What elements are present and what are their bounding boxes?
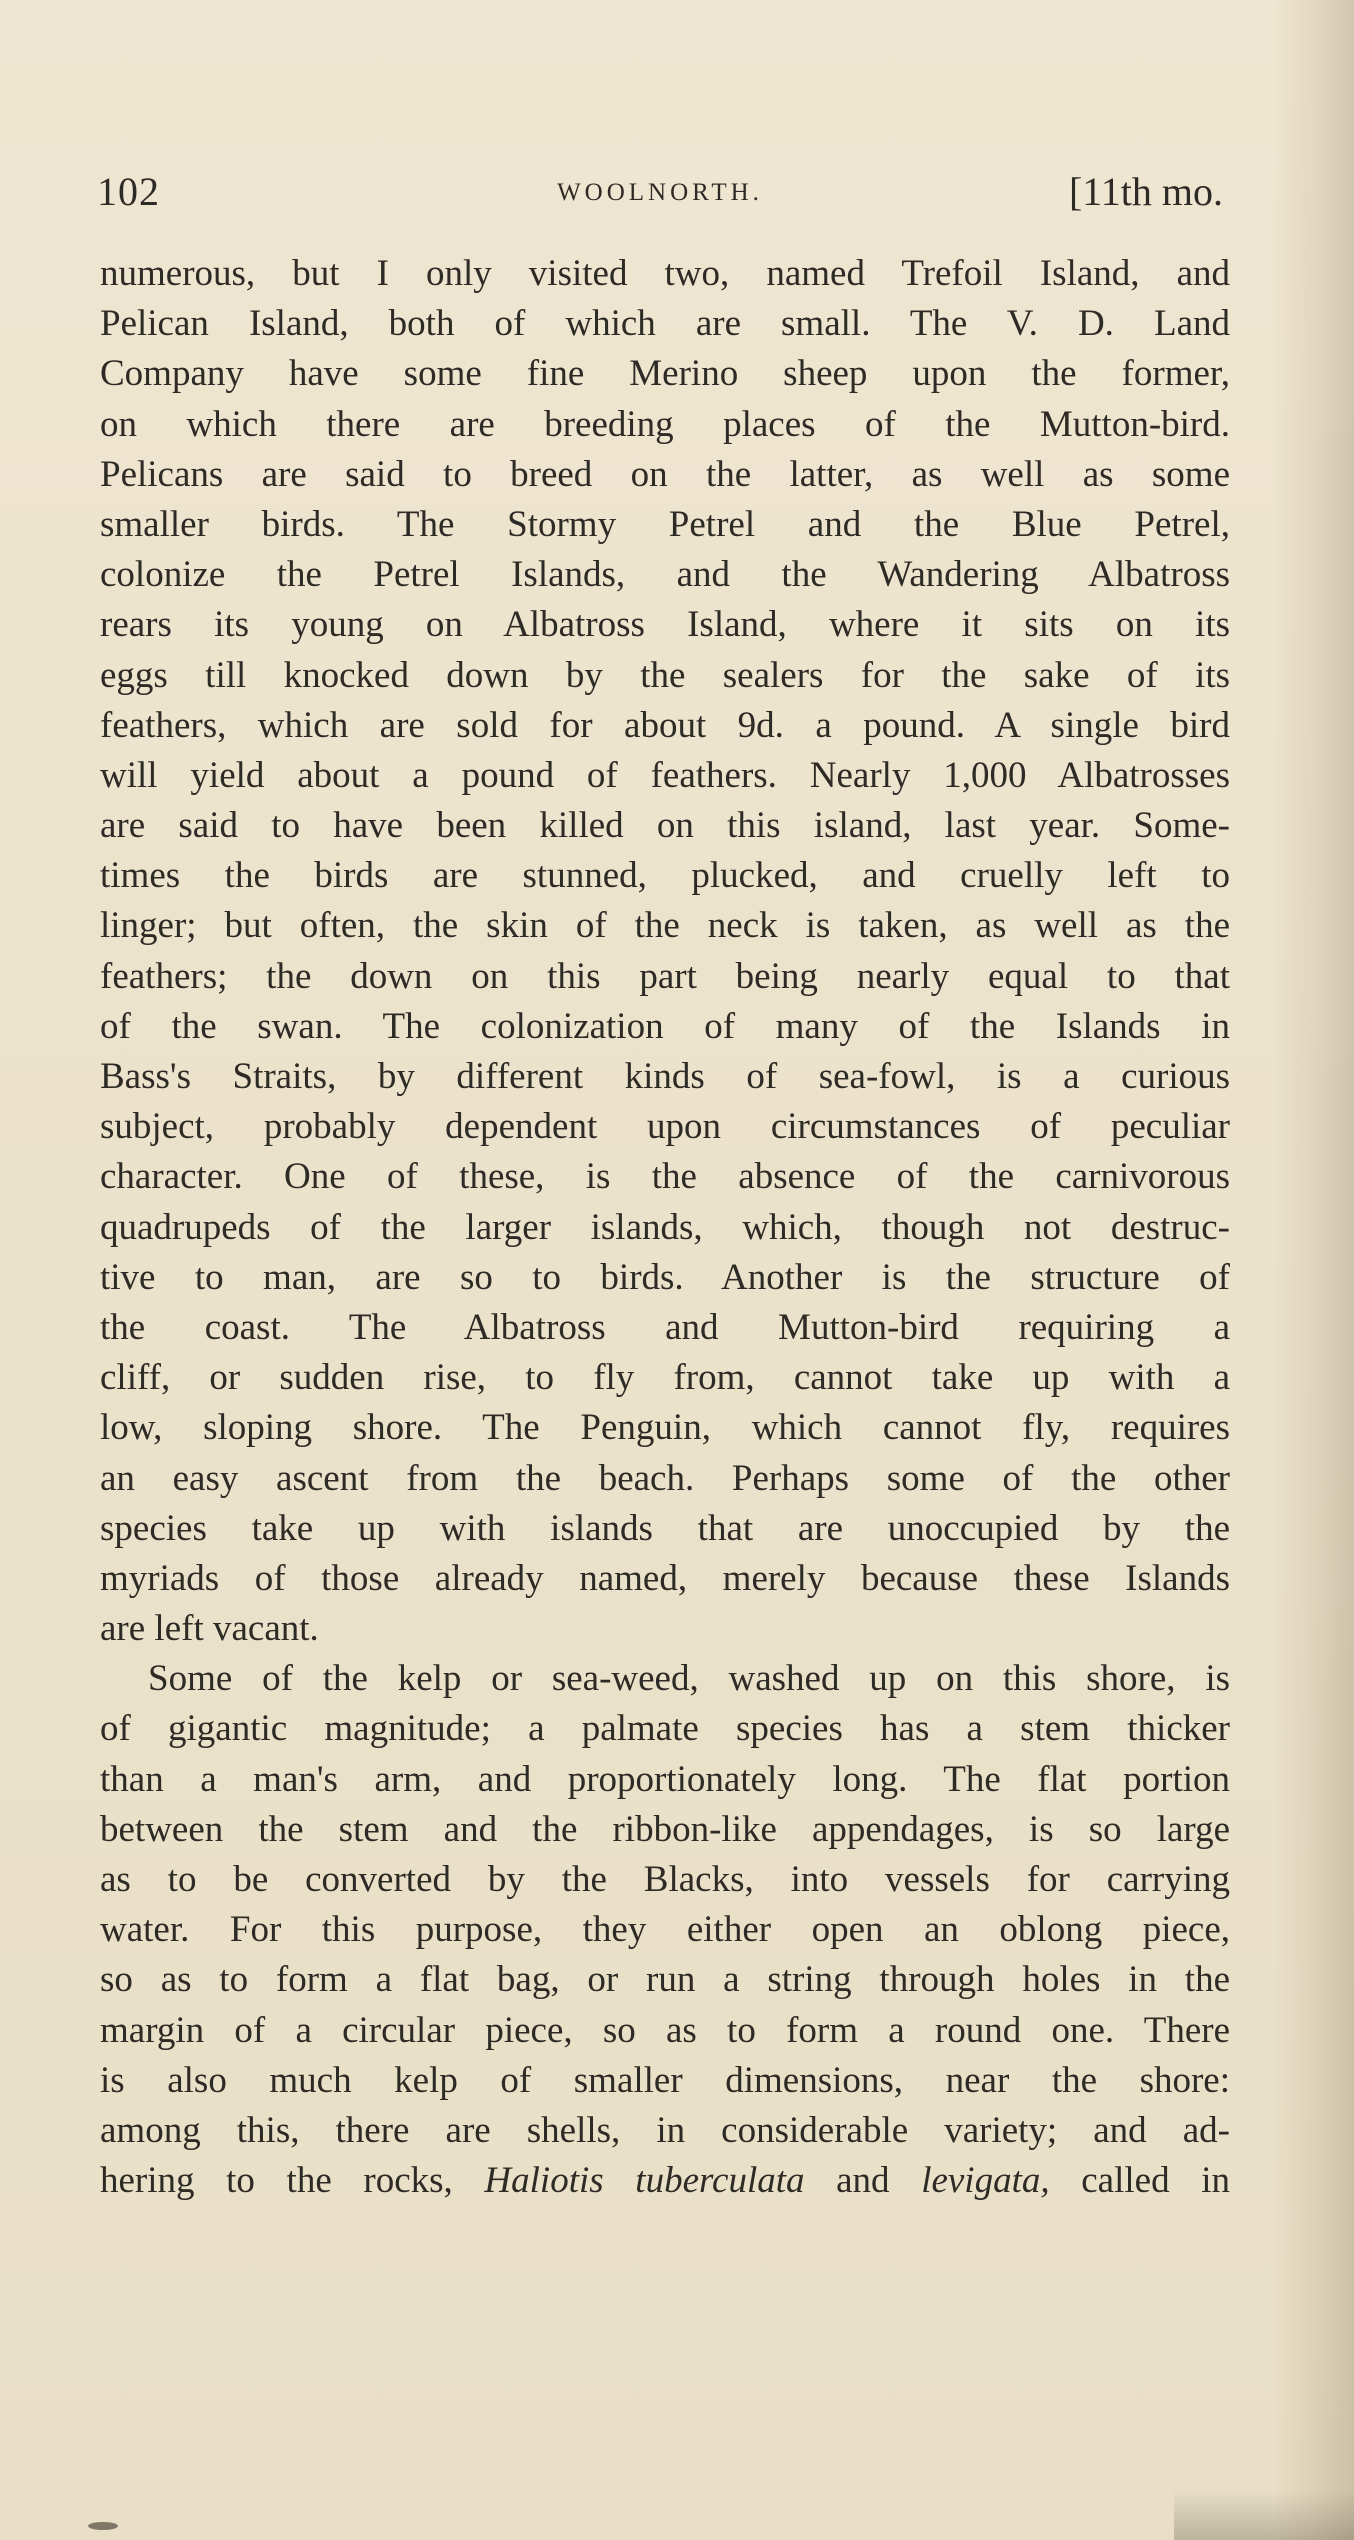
running-title: WOOLNORTH. xyxy=(557,179,763,206)
text-segment: and xyxy=(804,2160,922,2202)
text-line: among this, there are shells, in considerable variety; and ad- xyxy=(100,2109,1230,2151)
body-text xyxy=(100,249,1230,2206)
text-line: feathers; the down on this part being nearly equal to that xyxy=(100,955,1230,997)
text-line: linger; but often, the skin of the neck is taken, as well as the xyxy=(100,905,1230,947)
text-segment: hering to the rocks, xyxy=(100,2160,485,2202)
text-line: Pelicans are said to breed on the latter, as well as some xyxy=(100,453,1230,495)
italic-species-name: Haliotis tuberculata xyxy=(484,2160,805,2202)
text-segment: called in xyxy=(1049,2160,1230,2202)
italic-species-name: levigata, xyxy=(921,2160,1050,2202)
paragraph-start-line: Some of the kelp or sea-weed, washed up on this shore, is xyxy=(148,1658,1230,1700)
text-line: margin of a circular piece, so as to form a round one. There xyxy=(100,2009,1230,2051)
text-line: than a man's arm, and proportionately long. The flat portion xyxy=(100,1758,1230,1800)
text-line: between the stem and the ribbon-like appendages, is so large xyxy=(100,1808,1230,1850)
text-line: are said to have been killed on this island, last year. Some- xyxy=(100,805,1230,847)
text-line: myriads of those already named, merely because these Islands xyxy=(100,1557,1230,1599)
running-head xyxy=(97,168,1223,228)
text-line: Bass's Straits, by different kinds of sea-fowl, is a curious xyxy=(100,1056,1230,1097)
text-line: colonize the Petrel Islands, and the Wandering Albatross xyxy=(100,554,1230,596)
text-line: rears its young on Albatross Island, where it sits on its xyxy=(100,604,1230,646)
text-line: eggs till knocked down by the sealers for the sake of its xyxy=(100,654,1230,696)
text-line: subject, probably dependent upon circumstances of peculiar xyxy=(100,1106,1230,1148)
text-line: Pelican Island, both of which are small. The V. D. Land xyxy=(100,303,1230,345)
text-line: times the birds are stunned, plucked, and cruelly left to xyxy=(100,855,1230,897)
text-line: water. For this purpose, they either open an oblong piece, xyxy=(100,1909,1230,1951)
text-line: so as to form a flat bag, or run a string through holes in the xyxy=(100,1959,1230,2001)
final-text-line xyxy=(100,2156,1230,2206)
text-line: smaller birds. The Stormy Petrel and the Blue Petrel, xyxy=(100,503,1230,545)
text-line: will yield about a pound of feathers. Nearly 1,000 Albatrosses xyxy=(100,754,1230,796)
page-number: 102 xyxy=(97,169,160,214)
running-date: [11th mo. xyxy=(1068,169,1223,214)
text-line: tive to man, are so to birds. Another is the structure of xyxy=(100,1256,1230,1298)
text-line: cliff, or sudden rise, to fly from, cannot take up with a xyxy=(100,1357,1230,1399)
text-line: quadrupeds of the larger islands, which, though not destruc- xyxy=(100,1206,1230,1248)
text-line: the coast. The Albatross and Mutton-bird requiring a xyxy=(100,1306,1230,1348)
text-line: of the swan. The colonization of many of the Islands in xyxy=(100,1005,1230,1047)
text-line: character. One of these, is the absence of the carnivorous xyxy=(100,1156,1230,1198)
text-line: feathers, which are sold for about 9d. a pound. A single bird xyxy=(100,704,1230,746)
text-line: on which there are breeding places of the Mutton-bird. xyxy=(100,403,1230,445)
text-line: an easy ascent from the beach. Perhaps some of the other xyxy=(100,1457,1230,1499)
page-edge-shadow xyxy=(1174,2490,1354,2540)
text-line: Company have some fine Merino sheep upon the former, xyxy=(100,353,1230,395)
text-line: low, sloping shore. The Penguin, which cannot fly, requires xyxy=(100,1407,1230,1449)
text-line: numerous, but I only visited two, named Trefoil Island, and xyxy=(100,253,1230,294)
text-line: as to be converted by the Blacks, into vessels for carrying xyxy=(100,1859,1230,1900)
paragraph-end-line: are left vacant. xyxy=(100,1608,319,1650)
ink-smudge xyxy=(88,2522,118,2530)
text-line: is also much kelp of smaller dimensions, near the shore: xyxy=(100,2059,1230,2101)
text-line: of gigantic magnitude; a palmate species has a stem thicker xyxy=(100,1708,1230,1750)
text-line: species take up with islands that are unoccupied by the xyxy=(100,1507,1230,1549)
